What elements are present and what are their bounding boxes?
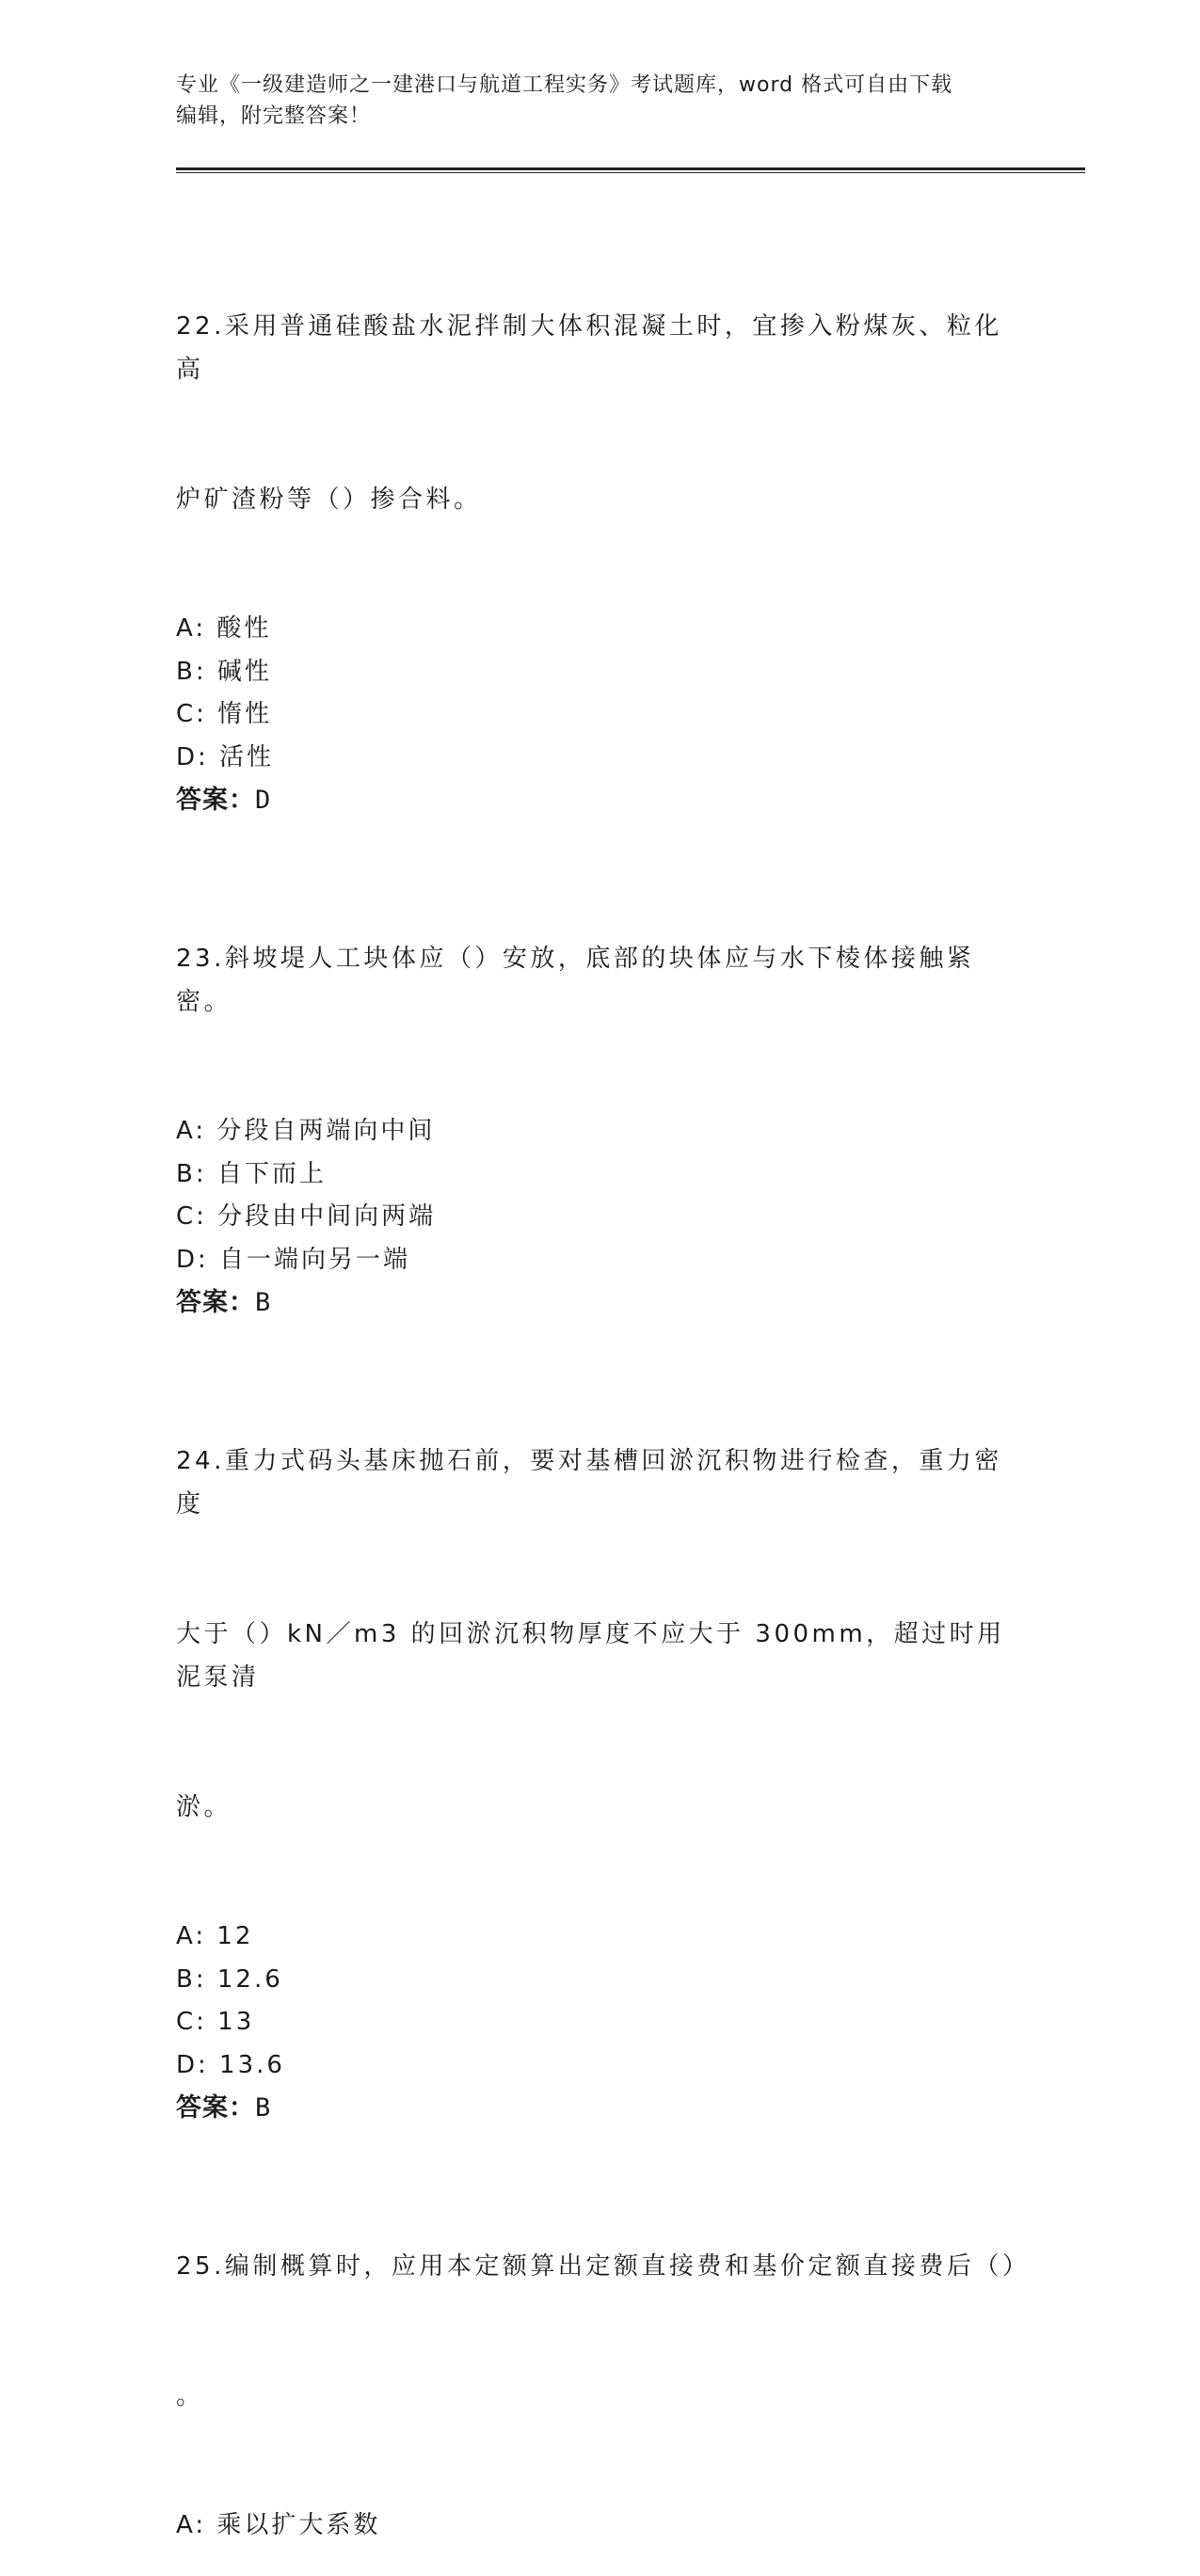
option-c: C: 分段由中间向两端 (176, 1202, 437, 1231)
question-stem (176, 1353, 1023, 1916)
option-b: B: 12.6 (176, 1964, 283, 1994)
stem-line: 25.编制概算时，应用本定额算出定额直接费和基价定额直接费后（） (176, 2252, 1031, 2281)
stem-line: 炉矿渣粉等（）掺合料。 (176, 485, 482, 514)
answer-value: B (255, 1288, 272, 1317)
question-24 (176, 1353, 1023, 2130)
header-divider-thin (176, 172, 1085, 173)
option-a: A: 分段自两端向中间 (176, 1117, 436, 1145)
stem-line: 大于（）kN／m3 的回淤沉积物厚度不应大于 300mm，超过时用泥泵清 (176, 1620, 1005, 1692)
option-c: C: 13 (176, 2008, 255, 2036)
header-line-1: 专业《一级建造师之一建港口与航道工程实务》考试题库，word 格式可自由下载 (176, 73, 953, 97)
option-b: B: 自下而上 (176, 1159, 327, 1188)
answer-label: 答案： (176, 2093, 255, 2123)
question-list (176, 218, 1031, 2576)
answer-value: D (255, 786, 272, 815)
option-d: D: 自一端向另一端 (176, 1245, 411, 1274)
option-a: A: 12 (176, 1922, 254, 1950)
document-header (176, 70, 1004, 132)
option-d: D: 13.6 (176, 2050, 285, 2079)
option-a: A: 乘以扩大系数 (176, 2511, 381, 2539)
stem-line: 23.斜坡堤人工块体应（）安放，底部的块体应与水下棱体接触紧密。 (176, 945, 975, 1016)
answer-label: 答案： (176, 786, 255, 815)
stem-line: 淤。 (176, 1793, 232, 1821)
answer-label: 答案： (176, 1288, 255, 1317)
question-22 (176, 218, 1023, 822)
header-line-2: 编辑，附完整答案！ (176, 104, 372, 128)
header-divider-thick (176, 167, 1085, 170)
stem-line: 。 (176, 2382, 204, 2410)
question-23 (176, 851, 1023, 1325)
stem-line: 22.采用普通硅酸盐水泥拌制大体积混凝土时，宜掺入粉煤灰、粒化高 (176, 312, 1002, 384)
option-b: B: 碱性 (176, 657, 272, 686)
question-stem (176, 218, 1023, 608)
stem-line: 24.重力式码头基床抛石前，要对基槽回淤沉积物进行检查，重力密度 (176, 1447, 1002, 1519)
answer-line (176, 1281, 1023, 1325)
question-stem (176, 2158, 1031, 2504)
question-25 (176, 2158, 1031, 2548)
answer-line (176, 2087, 1023, 2130)
answer-value: B (255, 2093, 272, 2123)
option-c: C: 惰性 (176, 700, 273, 728)
option-a: A: 酸性 (176, 614, 272, 643)
answer-line (176, 779, 1023, 822)
option-d: D: 活性 (176, 742, 275, 771)
question-stem (176, 851, 1023, 1110)
